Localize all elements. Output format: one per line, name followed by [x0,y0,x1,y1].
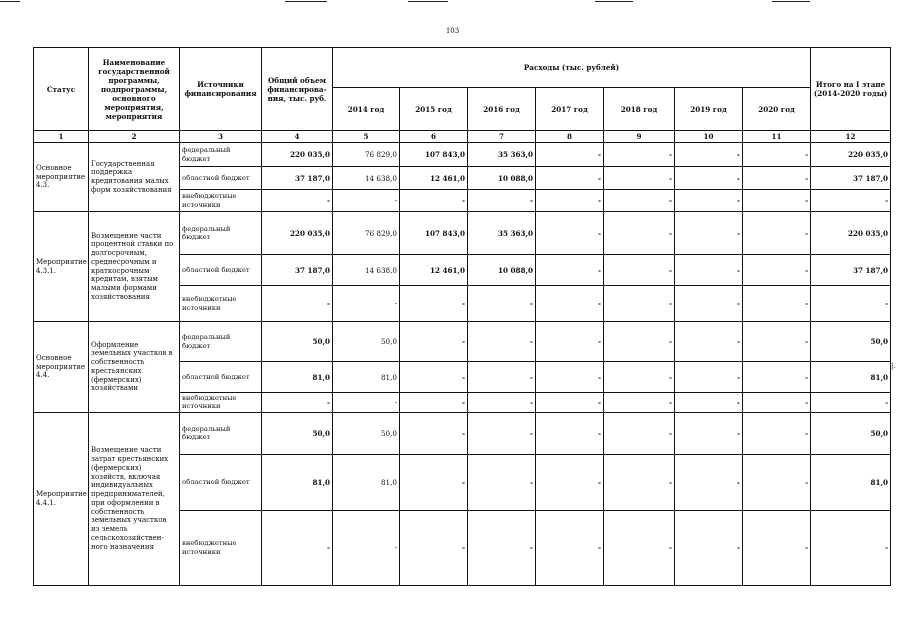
row-source: областной бюджет [180,454,262,510]
header-year: 2020 год [743,88,811,131]
row-year-value: - [604,322,675,362]
header-year: 2017 год [536,88,604,131]
row-year-value: - [675,190,743,212]
row-year-value: - [536,322,604,362]
row-stage-total: 50,0 [811,412,891,454]
row-year-value: - [675,212,743,255]
row-year-value: - [468,454,536,510]
row-year-value: - [333,286,400,322]
row-year-value: - [536,255,604,286]
row-year-value: - [400,190,468,212]
row-status: Мероприятие 4.3.1. [34,212,89,322]
row-name: Возмещение части затрат крестьянских (фермерских) хозяйств, включая индивидуальных предпринимателей, при оформлении в собственность земельных участков из земель сельскохозяйствен-ного назначения [89,412,180,585]
row-source: федеральный бюджет [180,143,262,167]
row-year-value: - [536,510,604,585]
row-year-value: - [333,190,400,212]
header-year: 2015 год [400,88,468,131]
row-year-value: - [743,190,811,212]
row-year-value: - [675,393,743,413]
row-year-value: - [604,212,675,255]
column-number: 3 [180,131,262,143]
row-year-value: - [536,412,604,454]
header-year: 2014 год [333,88,400,131]
row-year-value: 107 843,0 [400,212,468,255]
row-total: 37 187,0 [262,255,333,286]
row-year-value: - [743,143,811,167]
row-year-value: - [743,212,811,255]
row-year-value: - [675,255,743,286]
row-year-value: 50,0 [333,322,400,362]
row-total: 81,0 [262,362,333,393]
row-year-value: - [536,393,604,413]
row-stage-total: 50,0 [811,322,891,362]
row-name: Государственная поддержка кредитования малых форм хозяйствования [89,143,180,212]
row-year-value: 35 363,0 [468,212,536,255]
row-year-value: - [333,510,400,585]
column-number: 10 [675,131,743,143]
row-year-value: - [675,143,743,167]
scan-edge-left [0,1,20,2]
row-source: внебюджетные источники [180,190,262,212]
row-year-value: - [604,143,675,167]
row-year-value: 76 829,0 [333,143,400,167]
column-number: 1 [34,131,89,143]
row-stage-total: - [811,190,891,212]
row-year-value: - [675,362,743,393]
row-year-value: - [400,510,468,585]
row-total: 37 187,0 [262,167,333,190]
row-year-value: 14 638,0 [333,255,400,286]
row-year-value: - [743,362,811,393]
row-year-value: - [400,286,468,322]
row-year-value: - [468,190,536,212]
row-total: - [262,393,333,413]
row-status: Мероприятие 4.4.1. [34,412,89,585]
row-year-value: - [604,255,675,286]
row-year-value: - [536,454,604,510]
row-year-value: - [675,286,743,322]
row-source: федеральный бюджет [180,412,262,454]
header-row [34,48,891,88]
row-year-value: 12 461,0 [400,255,468,286]
row-year-value: - [400,393,468,413]
scan-edge-mid-left [285,1,327,2]
header-source: Источники финансирования [180,48,262,131]
row-year-value: - [468,412,536,454]
row-year-value: - [604,412,675,454]
row-stage-total: 220 035,0 [811,143,891,167]
header-expenses: Расходы (тыс. рублей) [333,48,811,88]
column-number: 8 [536,131,604,143]
row-year-value: - [743,412,811,454]
column-number: 9 [604,131,675,143]
table-row [34,322,891,362]
header-name: Наименование государственной программы, подпрограммы, основного мероприятия, мероприятия [89,48,180,131]
row-year-value: - [536,143,604,167]
table-row [34,212,891,255]
row-year-value: - [468,393,536,413]
row-year-value: 81,0 [333,362,400,393]
row-source: областной бюджет [180,255,262,286]
row-year-value: - [468,286,536,322]
header-total-volume: Общий объем финансирова-ния, тыс. руб. [262,48,333,131]
row-year-value: - [743,454,811,510]
row-total: 50,0 [262,322,333,362]
row-total: 81,0 [262,454,333,510]
scan-edge-right [772,1,810,2]
row-total: 50,0 [262,412,333,454]
row-year-value: 14 638,0 [333,167,400,190]
scan-edge-mid [408,1,448,2]
row-year-value: - [604,510,675,585]
table-row [34,412,891,454]
row-year-value: 10 088,0 [468,167,536,190]
row-year-value: - [675,454,743,510]
column-number-row [34,131,891,143]
row-year-value: - [468,510,536,585]
row-total: - [262,510,333,585]
row-year-value: - [675,167,743,190]
row-year-value: - [675,322,743,362]
row-stage-total: - [811,393,891,413]
row-name: Оформление земельных участков в собственность крестьянских (фермерских) хозяйствами [89,322,180,413]
row-year-value: - [604,454,675,510]
page-number: 103 [445,27,460,35]
row-year-value: - [468,322,536,362]
row-year-value: - [743,286,811,322]
row-year-value: - [604,167,675,190]
column-number: 12 [811,131,891,143]
column-number: 2 [89,131,180,143]
row-source: областной бюджет [180,362,262,393]
row-year-value: - [468,362,536,393]
row-year-value: - [536,190,604,212]
row-stage-total: - [811,510,891,585]
row-source: внебюджетные источники [180,510,262,585]
column-number: 4 [262,131,333,143]
row-stage-total: 37 187,0 [811,167,891,190]
row-source: федеральный бюджет [180,212,262,255]
row-stage-total: 81,0 [811,454,891,510]
row-year-value: 107 843,0 [400,143,468,167]
row-year-value: - [536,167,604,190]
row-year-value: 76 829,0 [333,212,400,255]
row-year-value: - [743,510,811,585]
row-stage-total: - [811,286,891,322]
row-year-value: 81,0 [333,454,400,510]
row-total: - [262,286,333,322]
budget-table [33,47,891,586]
row-source: внебюджетные источники [180,393,262,413]
column-number: 11 [743,131,811,143]
row-total: 220 035,0 [262,212,333,255]
header-status: Статус [34,48,89,131]
row-status: Основное мероприятие 4.3. [34,143,89,212]
header-stage-total: Итого на I этапе (2014-2020 годы) [811,48,891,131]
row-year-value: - [333,393,400,413]
row-year-value: - [743,322,811,362]
row-stage-total: 81,0 [811,362,891,393]
row-year-value: - [400,454,468,510]
column-number: 6 [400,131,468,143]
column-number: 5 [333,131,400,143]
header-year: 2016 год [468,88,536,131]
row-year-value: - [675,412,743,454]
row-year-value: - [743,167,811,190]
row-year-value: - [604,362,675,393]
scan-edge-mid-right [595,1,633,2]
header-year: 2019 год [675,88,743,131]
margin-mark: |. [891,362,896,370]
row-year-value: 12 461,0 [400,167,468,190]
row-total: 220 035,0 [262,143,333,167]
header-year: 2018 год [604,88,675,131]
row-source: федеральный бюджет [180,322,262,362]
column-number: 7 [468,131,536,143]
row-year-value: - [743,393,811,413]
table-row [34,143,891,167]
row-year-value: - [675,510,743,585]
row-year-value: - [536,362,604,393]
row-year-value: - [604,393,675,413]
row-stage-total: 220 035,0 [811,212,891,255]
row-year-value: - [400,362,468,393]
row-year-value: - [536,286,604,322]
row-status: Основное мероприятие 4.4. [34,322,89,413]
row-year-value: 10 088,0 [468,255,536,286]
row-year-value: 50,0 [333,412,400,454]
row-year-value: 35 363,0 [468,143,536,167]
row-year-value: - [604,190,675,212]
row-source: внебюджетные источники [180,286,262,322]
row-year-value: - [400,322,468,362]
row-source: областной бюджет [180,167,262,190]
row-name: Возмещение части процентной ставки по долгосрочным, среднесрочным и краткосрочным кредитам, взятым малыми формами хозяйствования [89,212,180,322]
row-stage-total: 37 187,0 [811,255,891,286]
row-year-value: - [400,412,468,454]
row-year-value: - [743,255,811,286]
row-total: - [262,190,333,212]
row-year-value: - [604,286,675,322]
row-year-value: - [536,212,604,255]
